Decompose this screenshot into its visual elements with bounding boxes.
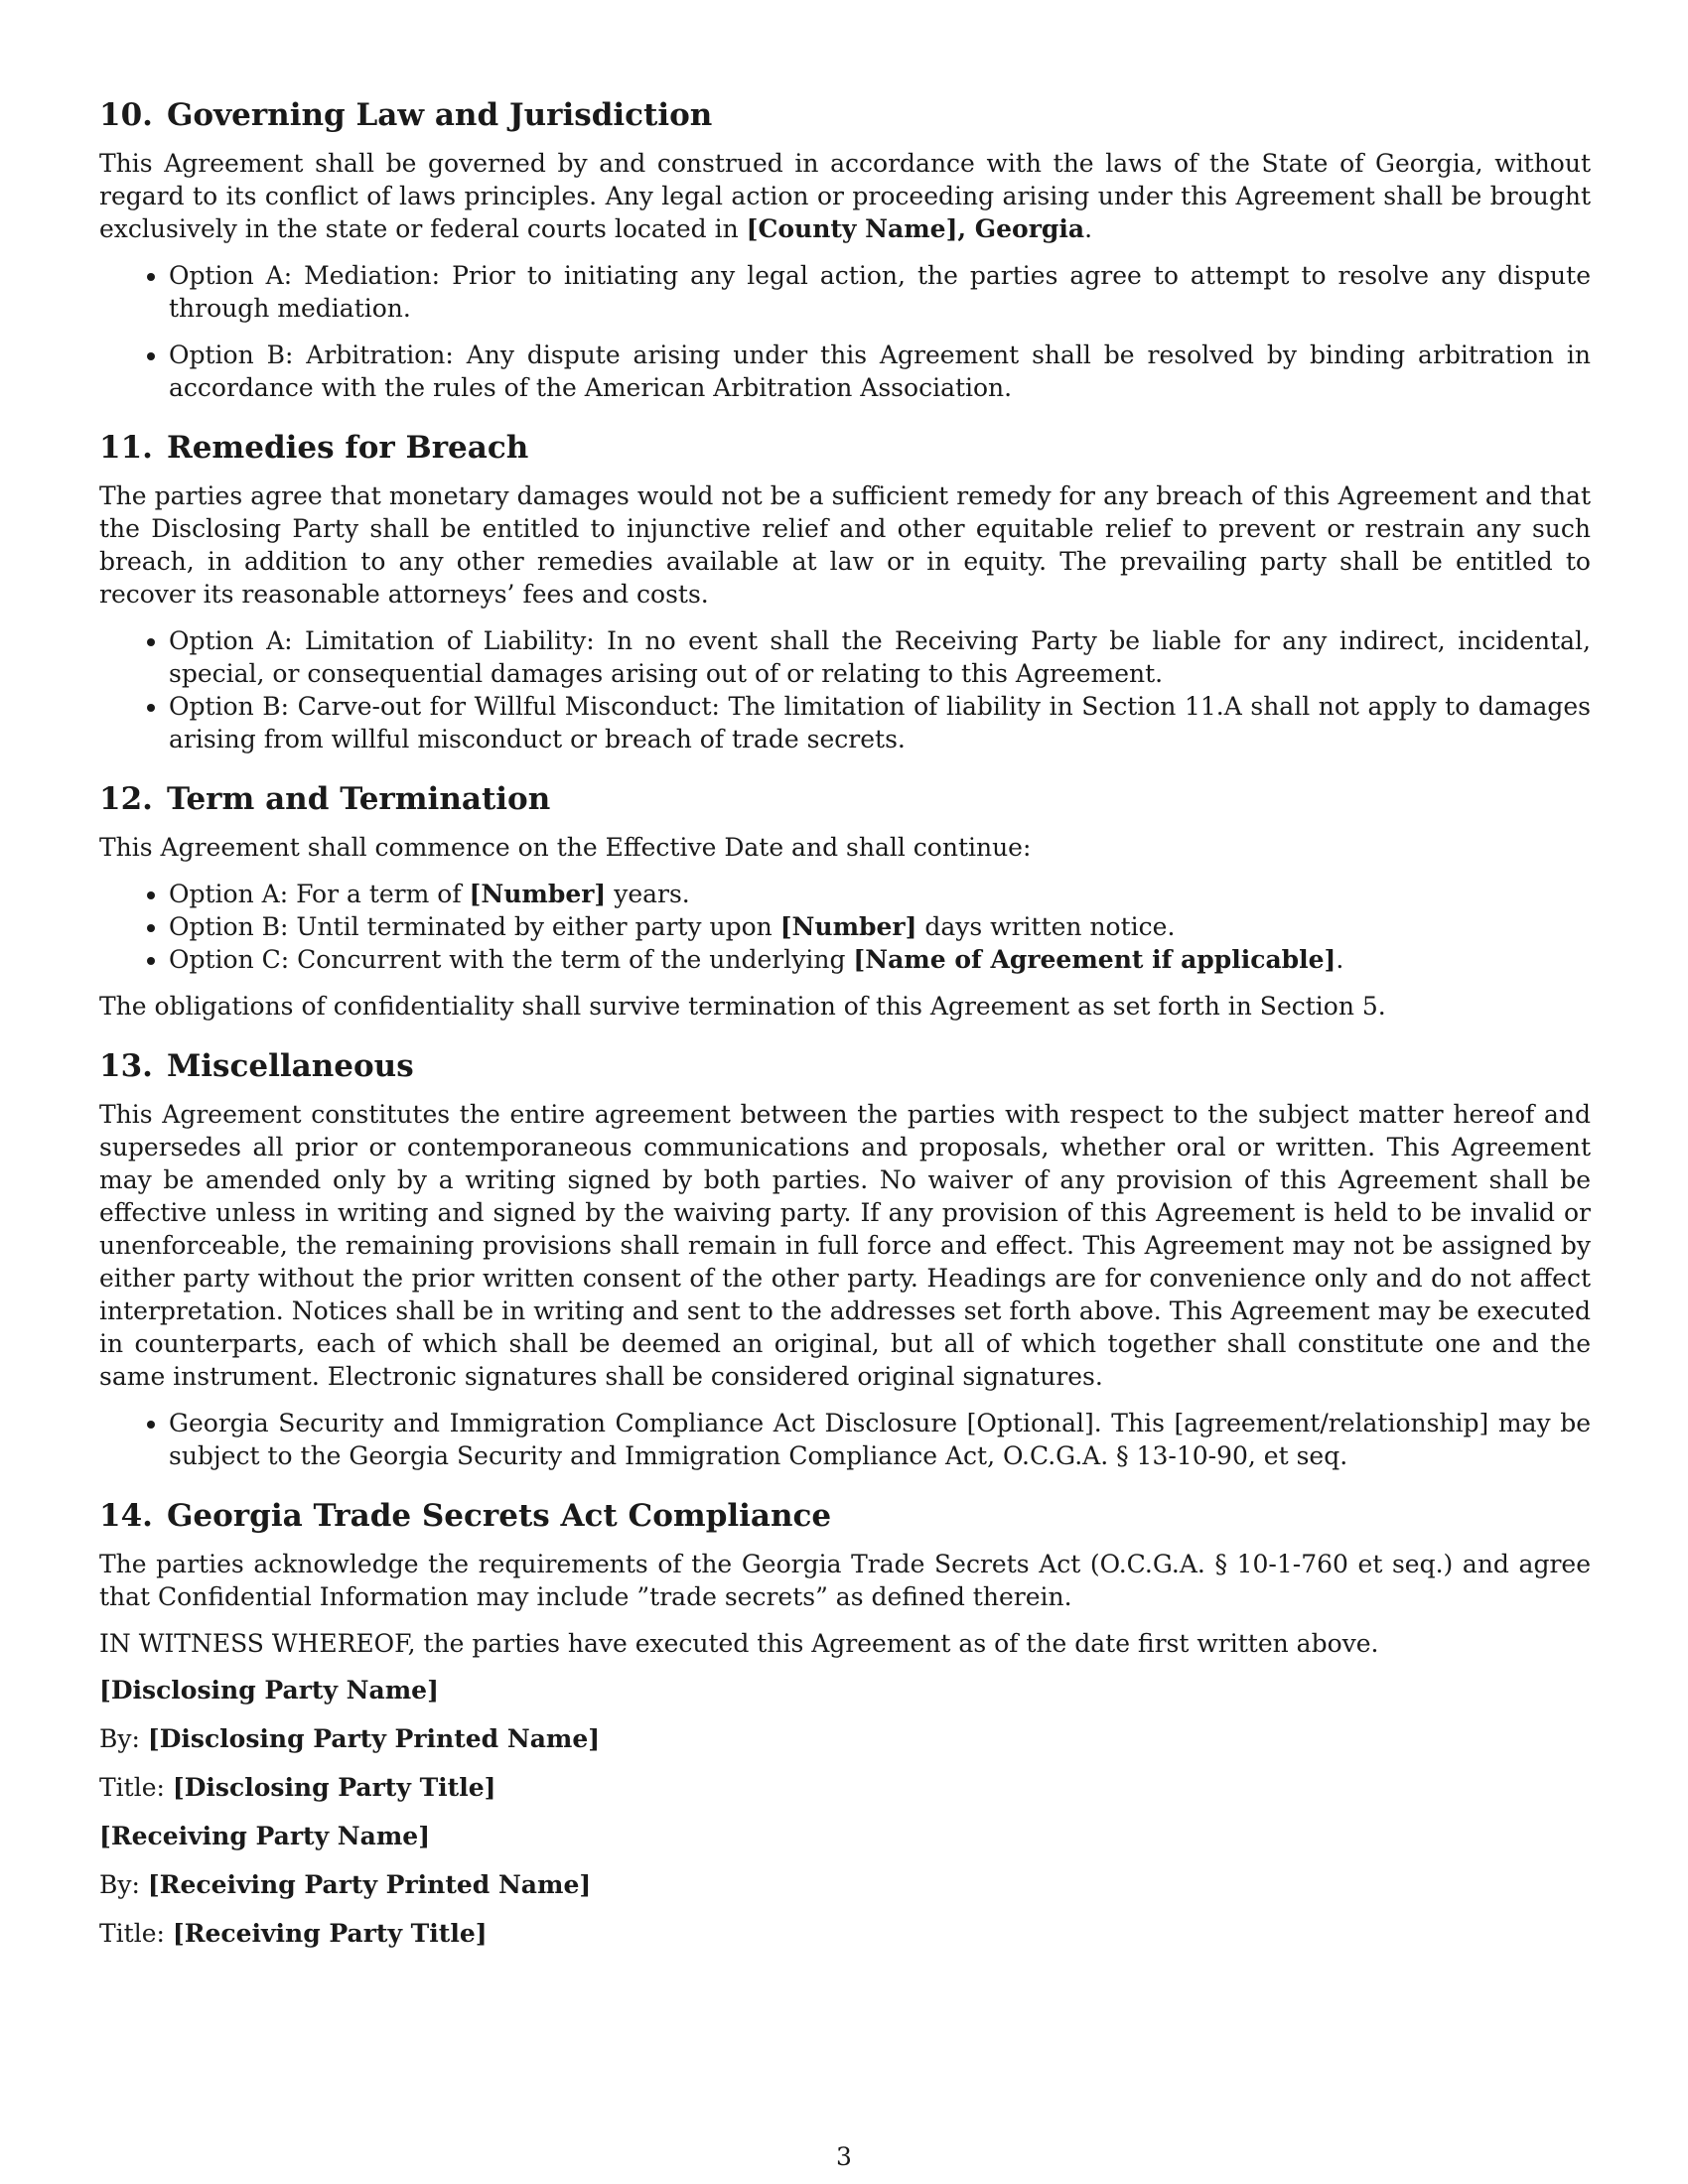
section-heading [99, 95, 1591, 135]
placeholder-county: [County Name], Georgia [746, 214, 1085, 243]
section-heading [99, 1046, 1591, 1086]
placeholder-agreement-name: [Name of Agreement if applicable] [853, 945, 1336, 974]
section-number: 14. [99, 1498, 153, 1534]
page-number: 3 [836, 2142, 852, 2171]
section-paragraph: The parties agree that monetary damages would not be a sufficient remedy for any breach of this Agreement and that the Disclosing Party shall be entitled to injunctive relief and other equitable relief to prevent or restrain any such breach, in addition to any other remedies available at law or in equity. The prevailing party shall be entitled to recover its reasonable attorneys’ fees and costs. [99, 481, 1591, 609]
disclosing-by-line: By: [Disclosing Party Printed Name] [99, 1724, 601, 1753]
section-paragraph: This Agreement shall commence on the Effective Date and shall continue: [99, 833, 1032, 862]
placeholder-number: [Number] [469, 880, 607, 908]
option-item: • Option A: For a term of [Number] years. [169, 878, 1591, 910]
section-paragraph: This Agreement constitutes the entire agreement between the parties with respect to the subject matter hereof and supersedes all prior or contemporaneous communications and proposals, whether oral or written. This Agreement may be amended only by a writing signed by both parties. No waiver of any provision of this Agreement shall be effective unless in writing and signed by the waiving party. If any provision of this Agreement is held to be invalid or unenforceable, the remaining provisions shall remain in full force and effect. This Agreement may not be assigned by either party without the prior written consent of the other party. Headings are for convenience only and do not affect interpretation. Notices shall be in writing and sent to the addresses set forth above. This Agreement may be executed in counterparts, each of which shall be deemed an original, but all of which together shall constitute one and the same instrument. Electronic signatures shall be considered original signatures. [99, 1100, 1591, 1391]
section-miscellaneous [99, 1046, 1591, 1472]
paragraph-text: This Agreement shall be governed by and construed in accordance with the laws of the State of Georgia, without regard to its conflict of laws principles. Any legal action or proceeding arising under this Agreement shall be brought exclusively in the state or federal courts located in [99, 149, 1591, 243]
section-heading [99, 428, 1591, 468]
section-number: 10. [99, 97, 153, 133]
section-title: Georgia Trade Secrets Act Compliance [166, 1498, 832, 1534]
section-paragraph: The obligations of confidentiality shall survive termination of this Agreement as set forth in Section 5. [99, 992, 1386, 1021]
section-paragraph: The parties acknowledge the requirements of the Georgia Trade Secrets Act (O.C.G.A. § 10-1-760 et seq.) and agree that Confidential Information may include ”trade secrets” as defined therein. [99, 1550, 1591, 1611]
section-number: 11. [99, 430, 153, 466]
option-item: • Option B: Until terminated by either party upon [Number] days written notice. [169, 910, 1591, 943]
section-title: Term and Termination [166, 781, 551, 817]
section-number: 12. [99, 781, 153, 817]
option-list [99, 878, 1591, 976]
signature-block [99, 1674, 1591, 1950]
section-heading [99, 1496, 1591, 1536]
section-term [99, 779, 1591, 1023]
receiving-party-name: [Receiving Party Name] [99, 1822, 431, 1850]
placeholder-number: [Number] [779, 912, 917, 941]
option-item: • Option B: Arbitration: Any dispute arising under this Agreement shall be resolved by binding arbitration in accordance with the rules of the American Arbitration Association. [169, 339, 1591, 404]
witness-clause: IN WITNESS WHEREOF, the parties have executed this Agreement as of the date first written above. [99, 1629, 1379, 1658]
paragraph-text: . [1084, 214, 1093, 243]
section-heading [99, 779, 1591, 819]
option-item: • Option B: Carve-out for Willful Misconduct: The limitation of liability in Section 11.A shall not apply to damages arising from willful misconduct or breach of trade secrets. [169, 690, 1591, 755]
receiving-by-line: By: [Receiving Party Printed Name] [99, 1870, 592, 1899]
document-page [99, 95, 1591, 1974]
option-item: • Option A: Limitation of Liability: In no event shall the Receiving Party be liable for any indirect, incidental, special, or consequential damages arising out of or relating to this Agreement. [169, 624, 1591, 690]
receiving-title-line: Title: [Receiving Party Title] [99, 1919, 488, 1948]
option-item: • Option A: Mediation: Prior to initiating any legal action, the parties agree to attempt to resolve any dispute through mediation. [169, 259, 1591, 325]
option-list [99, 624, 1591, 755]
option-item: • Option C: Concurrent with the term of the underlying [Name of Agreement if applicable]. [169, 943, 1591, 976]
section-remedies [99, 428, 1591, 755]
disclosing-party-name: [Disclosing Party Name] [99, 1676, 439, 1705]
section-paragraph [99, 147, 1591, 245]
option-list [99, 259, 1591, 404]
section-title: Remedies for Breach [166, 430, 529, 466]
option-item: • Georgia Security and Immigration Compliance Act Disclosure [Optional]. This [agreement/relationship] may be subject to the Georgia Security and Immigration Compliance Act, O.C.G.A. § 13-10-90, et seq. [169, 1407, 1591, 1472]
section-title: Miscellaneous [166, 1048, 414, 1084]
section-title: Governing Law and Jurisdiction [166, 97, 713, 133]
section-governing-law [99, 95, 1591, 404]
section-number: 13. [99, 1048, 153, 1084]
option-list [99, 1407, 1591, 1472]
section-trade-secrets [99, 1496, 1591, 1950]
disclosing-title-line: Title: [Disclosing Party Title] [99, 1773, 496, 1802]
